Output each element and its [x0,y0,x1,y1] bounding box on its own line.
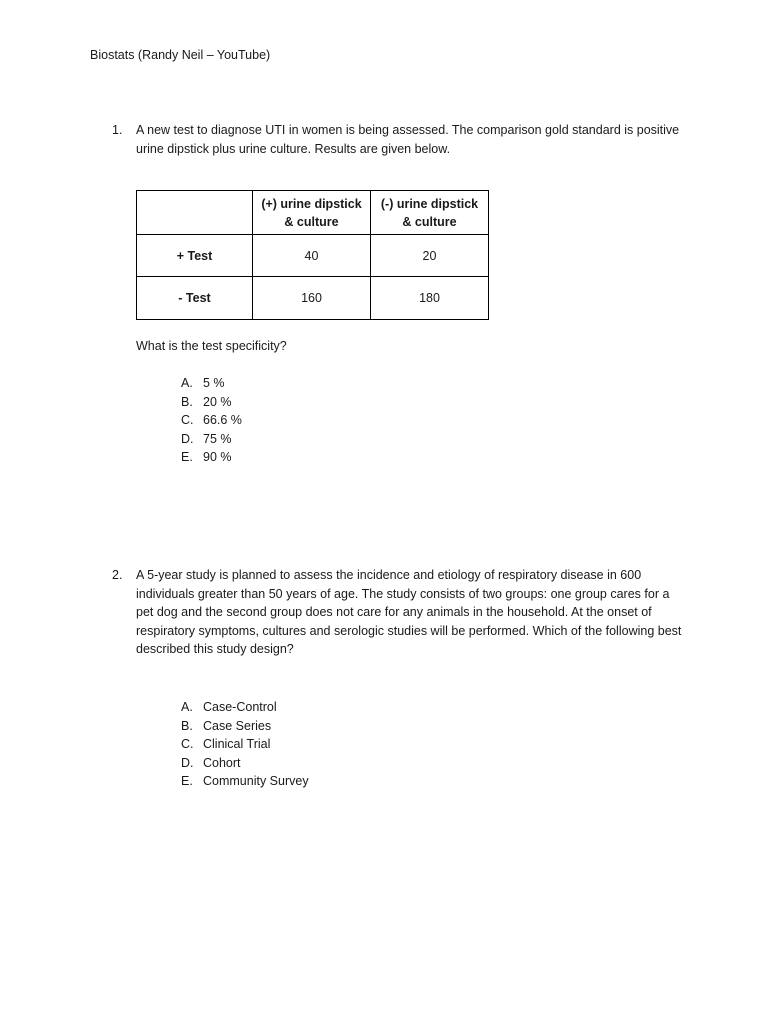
table-cell: 40 [253,235,371,277]
table-cell: 20 [371,235,489,277]
option-text: 75 % [203,431,232,446]
question-2-options [181,698,309,791]
option-letter: B. [181,394,193,409]
option-text: 5 % [203,376,225,390]
question-2 [112,566,682,659]
table-row [137,235,489,277]
option-letter: D. [181,431,194,446]
option-letter: E. [181,450,193,465]
option-item[interactable] [181,374,242,393]
option-text: 20 % [203,394,232,409]
option-item[interactable] [181,772,309,791]
question-1-text: A new test to diagnose UTI in women is being assessed. The comparison gold standard is positive urine dipstick plus urine culture. Results are given below. [136,123,680,156]
table-header-row [137,191,489,235]
question-1-prompt: What is the test specificity? [136,339,287,353]
table-row-label: - Test [137,277,253,320]
option-item[interactable] [181,717,309,736]
table-row [137,277,489,320]
question-2-text: A 5-year study is planned to assess the incidence and etiology of respiratory disease in 600 individuals greater than 50 years of age. The study consists of two groups: one group cares for a pet dog and the second group does not care for any animals in the household. At the onset of respiratory symptoms, cultures and serologic studies will be performed. Which of the following best described this study design? [136,568,682,657]
option-item[interactable] [181,735,309,754]
table-col-header: (+) urine dipstick & culture [253,191,371,235]
table-corner-cell [137,191,253,235]
option-letter: B. [181,718,193,733]
option-item[interactable] [181,393,242,412]
document-header: Biostats (Randy Neil – YouTube) [90,48,271,62]
table-cell: 180 [371,277,489,320]
table-cell: 160 [253,277,371,320]
question-1 [112,121,682,158]
results-table [136,190,489,320]
option-text: Community Survey [203,774,309,789]
question-1-number: 1. [112,123,123,137]
question-1-options [181,374,242,467]
option-letter: D. [181,755,194,770]
question-2-number: 2. [112,568,123,582]
option-letter: A. [181,700,193,714]
option-text: Cohort [203,755,241,770]
table-col-header: (-) urine dipstick & culture [371,191,489,235]
table-row-label: + Test [137,235,253,277]
option-item[interactable] [181,448,242,467]
option-item[interactable] [181,698,309,717]
option-item[interactable] [181,754,309,773]
option-letter: E. [181,774,193,789]
option-text: Clinical Trial [203,737,271,752]
option-text: Case-Control [203,700,277,714]
option-item[interactable] [181,430,242,449]
option-text: 66.6 % [203,413,242,428]
option-letter: A. [181,376,193,390]
option-text: 90 % [203,450,232,465]
option-text: Case Series [203,718,272,733]
option-item[interactable] [181,411,242,430]
option-letter: C. [181,737,194,752]
option-letter: C. [181,413,194,428]
